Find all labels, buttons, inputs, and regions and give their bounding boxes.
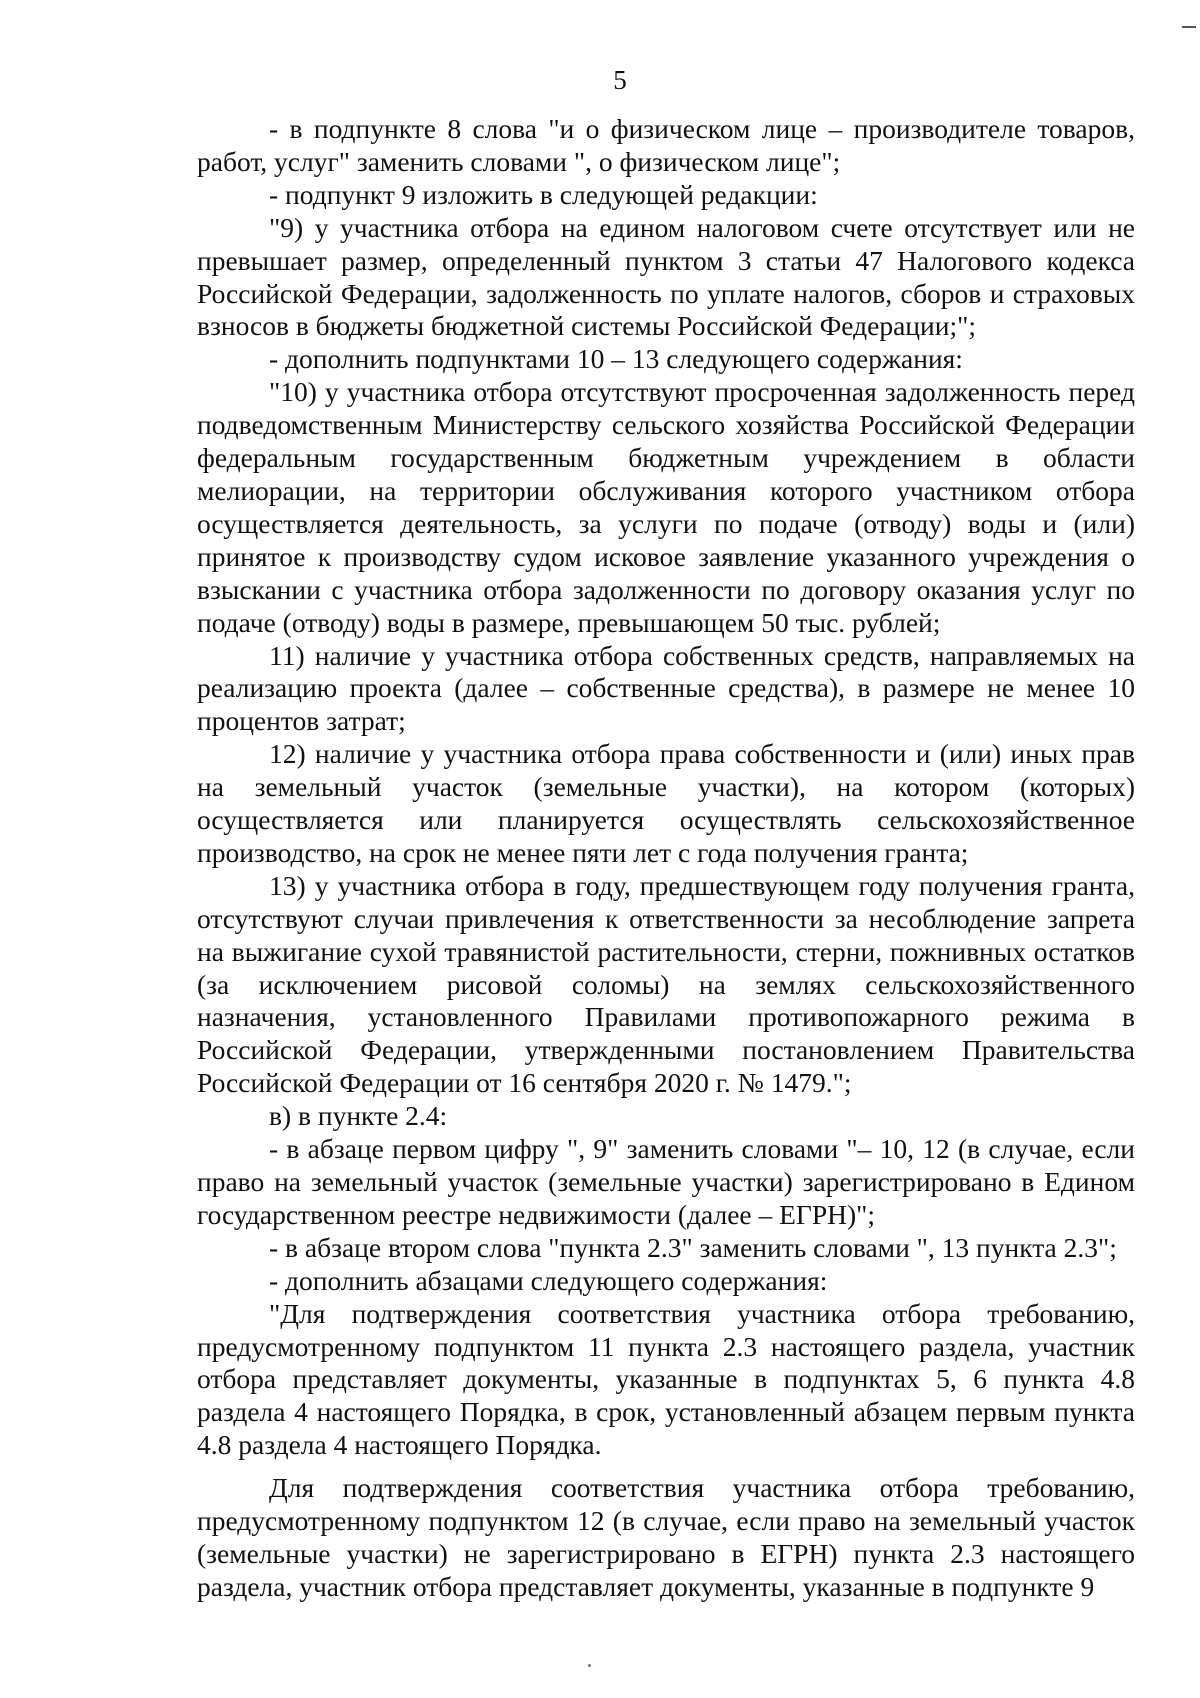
scan-dot [588, 1664, 591, 1667]
paragraph: 13) у участника отбора в году, предшествующем году получения гранта, отсутствуют случаи привлечения к ответственности за несоблюдение запрета на выжигание сухой травянистой растительности, стерни, пожнивных остатков (за исключением рисовой соломы) на землях сельскохозяйственного назначения, установленного Правилами противопожарного режима в Российской Федерации, утвержденными постановлением Правительства Российской Федерации от 16 сентября 2020 г. № 1479."; [197, 869, 1135, 1099]
paragraph: - дополнить абзацами следующего содержания: [269, 1264, 828, 1296]
paragraph: 11) наличие у участника отбора собственных средств, направляемых на реализацию проекта (далее – собственные средства), в размере не менее 10 процентов затрат; [197, 639, 1135, 737]
paragraph: - в абзаце первом цифру ", 9" заменить словами "– 10, 12 (в случае, если право на земельный участок (земельные участки) зарегистрировано в Едином государственном реестре недвижимости (далее – ЕГРН)"; [197, 1133, 1135, 1230]
paragraph: "10) у участника отбора отсутствуют просроченная задолженность перед подведомственным Министерству сельского хозяйства Российской Федерации федеральным государственным бюджетным учреждением в области мелиорации, на территории обслуживания которого участником отбора осуществляется деятельность, за услуги по подаче (отводу) воды и (или) принятое к производству судом исковое заявление указанного учреждения о взыскании с участника отбора задолженности по договору оказания услуг по подаче (отводу) воды в размере, превышающем 50 тыс. рублей; [197, 376, 1135, 638]
paragraph: Для подтверждения соответствия участника отбора требованию, предусмотренному подпунктом 12 (в случае, если право на земельный участок (земельные участки) не зарегистрировано в ЕГРН) пункта 2.3 настоящего раздела, участник отбора представляет документы, указанные в подпункте 9 [197, 1472, 1135, 1602]
paragraph: - подпункт 9 изложить в следующей редакции: [269, 178, 818, 210]
paragraph: - в подпункте 8 слова "и о физическом лице – производителе товаров, работ, услуг" заменить словами ", о физическом лице"; [197, 113, 1135, 177]
paragraph: в) в пункте 2.4: [269, 1100, 448, 1132]
paragraph: "9) у участника отбора на едином налоговом счете отсутствует или не превышает размер, определенный пунктом 3 статьи 47 Налогового кодекса Российской Федерации, задолженность по уплате налогов, сборов и страховых взносов в бюджеты бюджетной системы Российской Федерации;"; [197, 211, 1135, 342]
scan-edge-mark [1182, 26, 1196, 28]
paragraph: - в абзаце втором слова "пункта 2.3" заменить словами ", 13 пункта 2.3"; [269, 1231, 1117, 1263]
page-number: 5 [613, 65, 627, 95]
document-body [197, 113, 1135, 1604]
paragraph: - дополнить подпунктами 10 – 13 следующего содержания: [269, 343, 963, 375]
paragraph: "Для подтверждения соответствия участника отбора требованию, предусмотренному подпунктом 11 пункта 2.3 настоящего раздела, участник отбора представляет документы, указанные в подпунктах 5, 6 пункта 4.8 раздела 4 настоящего Порядка, в срок, установленный абзацем первым пункта 4.8 раздела 4 настоящего Порядка. [197, 1297, 1135, 1461]
paragraph: 12) наличие у участника отбора права собственности и (или) иных прав на земельный участок (земельные участки), на котором (которых) осуществляется или планируется осуществлять сельскохозяйственное производство, на срок не менее пяти лет с года получения гранта; [197, 738, 1135, 868]
